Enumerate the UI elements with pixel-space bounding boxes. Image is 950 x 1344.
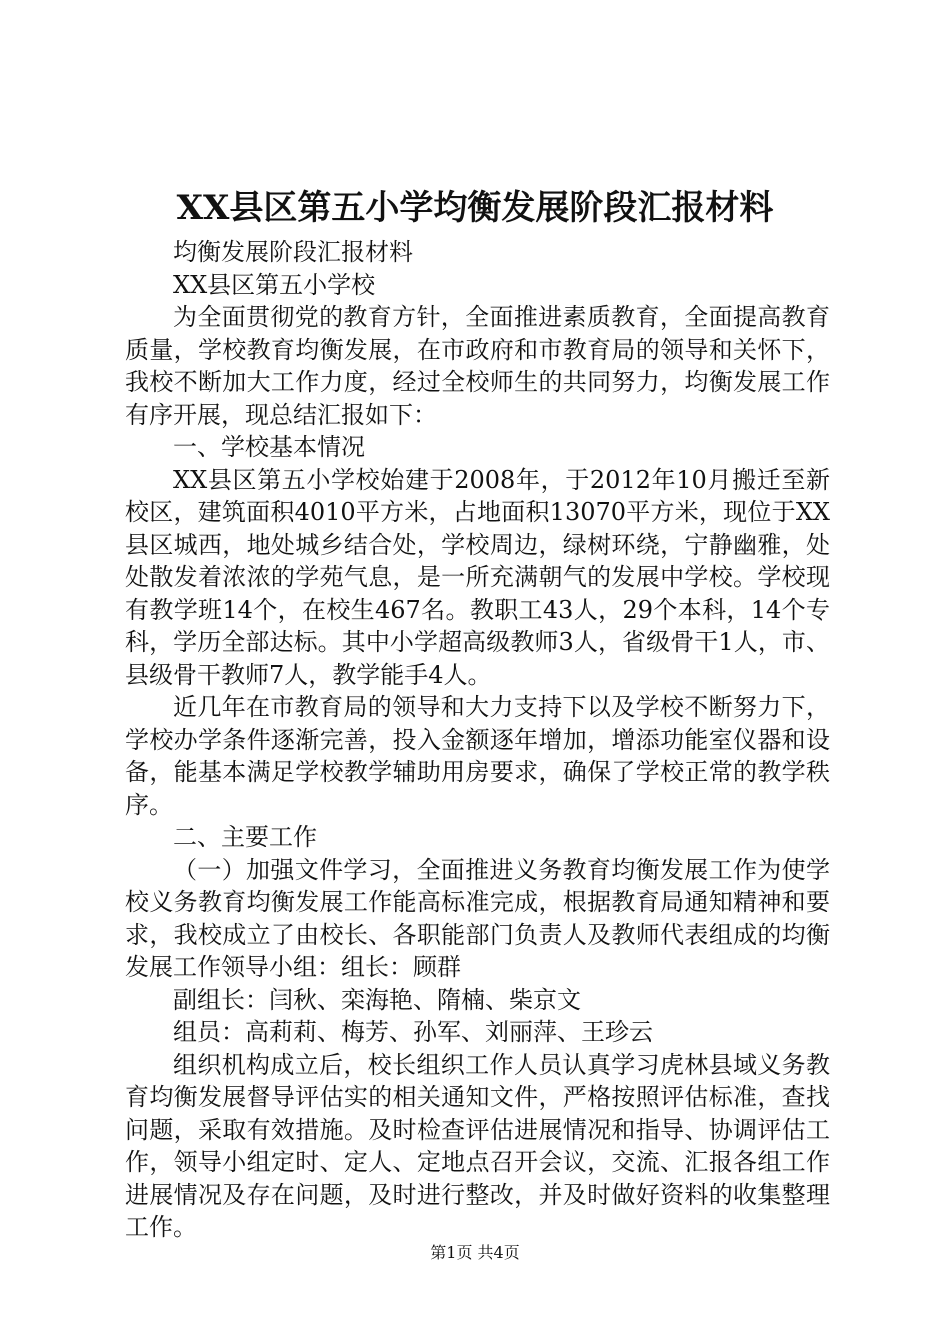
document-title: XX县区第五小学均衡发展阶段汇报材料 bbox=[176, 188, 774, 228]
paragraph-leadership-group: （一）加强文件学习，全面推进义务教育均衡发展工作为使学校义务教育均衡发展工作能高标准完成，根据教育局通知精神和要求，我校成立了由校长、各职能部门负责人及教师代表组成的均衡发展工作领导小组：组长：顾群 bbox=[125, 855, 830, 981]
section-heading-basic-info: 一、学校基本情况 bbox=[173, 433, 365, 461]
paragraph-members: 组员：高莉莉、梅芳、孙军、刘丽萍、王珍云 bbox=[173, 1018, 653, 1046]
paragraph-basic-info: XX县区第五小学校始建于2008年，于2012年10月搬迁至新校区，建筑面积4010平方米，占地面积13070平方米，现位于XX县区城西，地处城乡结合处，学校周边，绿树环绕，宁静幽雅，处处散发着浓浓的学苑气息，是一所充满朝气的发展中学校。学校现有教学班14个，在校生467名。教职工43人，29个本科，14个专科，学历全部达标。其中小学超高级教师3人，省级骨干1人，市、县级骨干教师7人，教学能手4人。 bbox=[125, 465, 830, 689]
page-number-footer: 第1页 共4页 bbox=[430, 1243, 520, 1262]
paragraph-intro: 为全面贯彻党的教育方针，全面推进素质教育，全面提高教育质量，学校教育均衡发展，在市政府和市教育局的领导和关怀下，我校不断加大工作力度，经过全校师生的共同努力，均衡发展工作有序开展，现总结汇报如下： bbox=[125, 303, 830, 429]
section-heading-main-work: 二、主要工作 bbox=[173, 823, 317, 851]
paragraph-school-name: XX县区第五小学校 bbox=[173, 270, 376, 299]
paragraph-organization: 组织机构成立后，校长组织工作人员认真学习虎林县域义务教育均衡发展督导评估实的相关通知文件，严格按照评估标准，查找问题，采取有效措施。及时检查评估进展情况和指导、协调评估工作，领导小组定时、定人、定地点召开会议，交流、汇报各组工作进展情况及存在问题，及时进行整改，并及时做好资料的收集整理工作。 bbox=[125, 1050, 830, 1241]
paragraph-deputy-leaders: 副组长：闫秋、栾海艳、隋楠、柴京文 bbox=[173, 985, 581, 1014]
paragraph-conditions: 近几年在市教育局的领导和大力支持下以及学校不断努力下，学校办学条件逐渐完善，投入金额逐年增加，增添功能室仪器和设备，能基本满足学校教学辅助用房要求，确保了学校正常的教学秩序。 bbox=[125, 693, 830, 819]
document-body bbox=[125, 236, 830, 1244]
paragraph-subtitle: 均衡发展阶段汇报材料 bbox=[173, 238, 413, 266]
